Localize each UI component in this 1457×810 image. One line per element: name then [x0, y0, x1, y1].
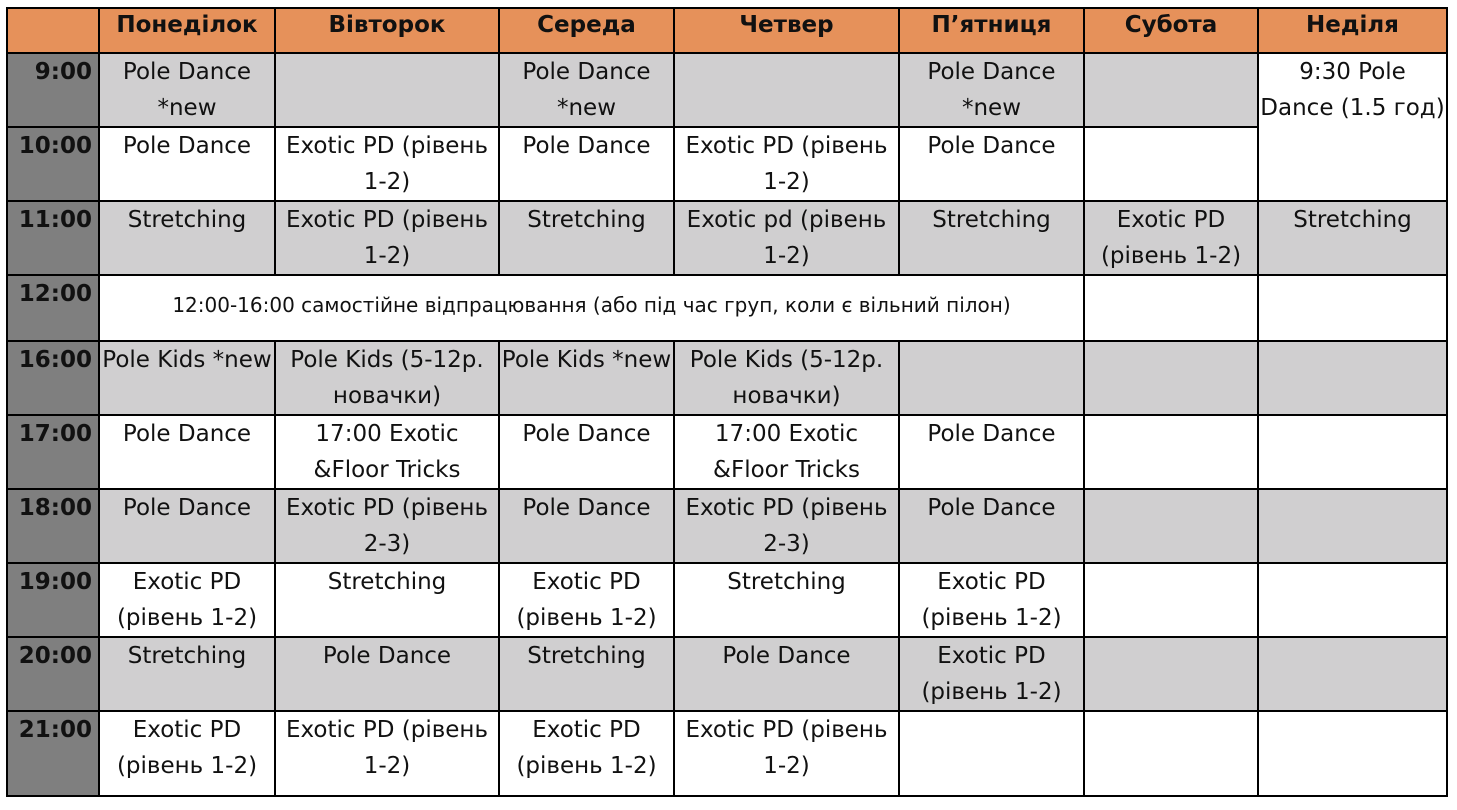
- time-cell: 9:00: [7, 53, 99, 127]
- class-cell: [1258, 341, 1447, 415]
- table-row: [7, 53, 1447, 127]
- class-cell: Stretching: [99, 201, 275, 275]
- header-corner: [7, 8, 99, 53]
- schedule-table: [6, 7, 1448, 797]
- class-cell: Stretching: [499, 201, 674, 275]
- class-cell: Pole Dance: [674, 637, 899, 711]
- class-cell: Pole Kids *new: [499, 341, 674, 415]
- class-cell: Pole Dance *new: [899, 53, 1084, 127]
- class-cell: Exotic PD (рівень 1-2): [99, 563, 275, 637]
- class-cell: Exotic PD (рівень 1-2): [674, 711, 899, 796]
- class-cell: Pole Dance: [899, 415, 1084, 489]
- class-cell: Pole Dance: [499, 127, 674, 201]
- class-cell: Exotic PD (рівень 1-2): [674, 127, 899, 201]
- class-cell: [1258, 489, 1447, 563]
- header-friday: П’ятниця: [899, 8, 1084, 53]
- table-row: [7, 341, 1447, 415]
- table-row: [7, 489, 1447, 563]
- time-cell: 10:00: [7, 127, 99, 201]
- class-cell: Pole Dance *new: [99, 53, 275, 127]
- class-cell: 17:00 Exotic &Floor Tricks: [674, 415, 899, 489]
- class-cell: [275, 53, 499, 127]
- class-cell: [1084, 275, 1258, 341]
- class-cell: [1258, 275, 1447, 341]
- header-saturday: Субота: [1084, 8, 1258, 53]
- header-wednesday: Середа: [499, 8, 674, 53]
- class-cell: Pole Dance: [499, 489, 674, 563]
- self-practice-cell: [99, 275, 1084, 341]
- header-thursday: Четвер: [674, 8, 899, 53]
- class-cell: Pole Dance: [99, 127, 275, 201]
- class-cell: Pole Dance: [275, 637, 499, 711]
- table-row: [7, 127, 1447, 201]
- class-cell: [899, 341, 1084, 415]
- time-cell: 21:00: [7, 711, 99, 796]
- class-cell: Stretching: [674, 563, 899, 637]
- class-cell: Exotic PD (рівень 1-2): [899, 637, 1084, 711]
- class-cell: [1084, 563, 1258, 637]
- class-cell: Exotic PD (рівень 2-3): [674, 489, 899, 563]
- class-cell: [1084, 637, 1258, 711]
- class-cell: Pole Kids (5-12р. новачки): [674, 341, 899, 415]
- class-cell: Stretching: [1258, 201, 1447, 275]
- class-cell: Pole Dance *new: [499, 53, 674, 127]
- time-cell: 17:00: [7, 415, 99, 489]
- class-cell: [1084, 415, 1258, 489]
- class-cell: [1258, 711, 1447, 796]
- class-cell: Exotic pd (рівень 1-2): [674, 201, 899, 275]
- time-cell: 16:00: [7, 341, 99, 415]
- class-cell: [1258, 415, 1447, 489]
- table-row: [7, 415, 1447, 489]
- header-sunday: Неділя: [1258, 8, 1447, 53]
- class-cell: [674, 53, 899, 127]
- time-cell: 11:00: [7, 201, 99, 275]
- class-cell: [1084, 127, 1258, 201]
- class-cell: Pole Dance: [99, 415, 275, 489]
- table-row: [7, 275, 1447, 341]
- class-cell: Pole Kids *new: [99, 341, 275, 415]
- class-cell: Exotic PD (рівень 1-2): [275, 127, 499, 201]
- time-cell: 20:00: [7, 637, 99, 711]
- class-cell: Exotic PD (рівень 2-3): [275, 489, 499, 563]
- class-cell: Pole Dance: [499, 415, 674, 489]
- class-cell: [1258, 563, 1447, 637]
- header-tuesday: Вівторок: [275, 8, 499, 53]
- table-row: [7, 201, 1447, 275]
- class-cell: [1084, 341, 1258, 415]
- class-cell: Exotic PD (рівень 1-2): [499, 711, 674, 796]
- sunday-special-cell: 9:30 Pole Dance (1.5 год): [1258, 53, 1447, 201]
- class-cell: Exotic PD (рівень 1-2): [499, 563, 674, 637]
- time-cell: 19:00: [7, 563, 99, 637]
- class-cell: [1084, 53, 1258, 127]
- class-cell: Exotic PD (рівень 1-2): [899, 563, 1084, 637]
- header-monday: Понеділок: [99, 8, 275, 53]
- class-cell: Exotic PD (рівень 1-2): [1084, 201, 1258, 275]
- class-cell: 17:00 Exotic &Floor Tricks: [275, 415, 499, 489]
- time-cell: 18:00: [7, 489, 99, 563]
- table-row: [7, 637, 1447, 711]
- class-cell: Exotic PD (рівень 1-2): [275, 201, 499, 275]
- class-cell: [1084, 711, 1258, 796]
- header-row: [7, 8, 1447, 53]
- table-row: [7, 711, 1447, 796]
- class-cell: Pole Dance: [899, 489, 1084, 563]
- time-cell: 12:00: [7, 275, 99, 341]
- class-cell: Pole Dance: [99, 489, 275, 563]
- class-cell: [899, 711, 1084, 796]
- class-cell: Exotic PD (рівень 1-2): [99, 711, 275, 796]
- class-cell: Stretching: [499, 637, 674, 711]
- class-cell: [1258, 637, 1447, 711]
- table-row: [7, 563, 1447, 637]
- class-cell: Exotic PD (рівень 1-2): [275, 711, 499, 796]
- class-cell: [1084, 489, 1258, 563]
- self-practice-note: 12:00-16:00 самостійне відпрацювання (або під час груп, коли є вільний пілон): [172, 293, 1011, 317]
- class-cell: Pole Dance: [899, 127, 1084, 201]
- class-cell: Pole Kids (5-12р. новачки): [275, 341, 499, 415]
- class-cell: Stretching: [899, 201, 1084, 275]
- class-cell: Stretching: [275, 563, 499, 637]
- class-cell: Stretching: [99, 637, 275, 711]
